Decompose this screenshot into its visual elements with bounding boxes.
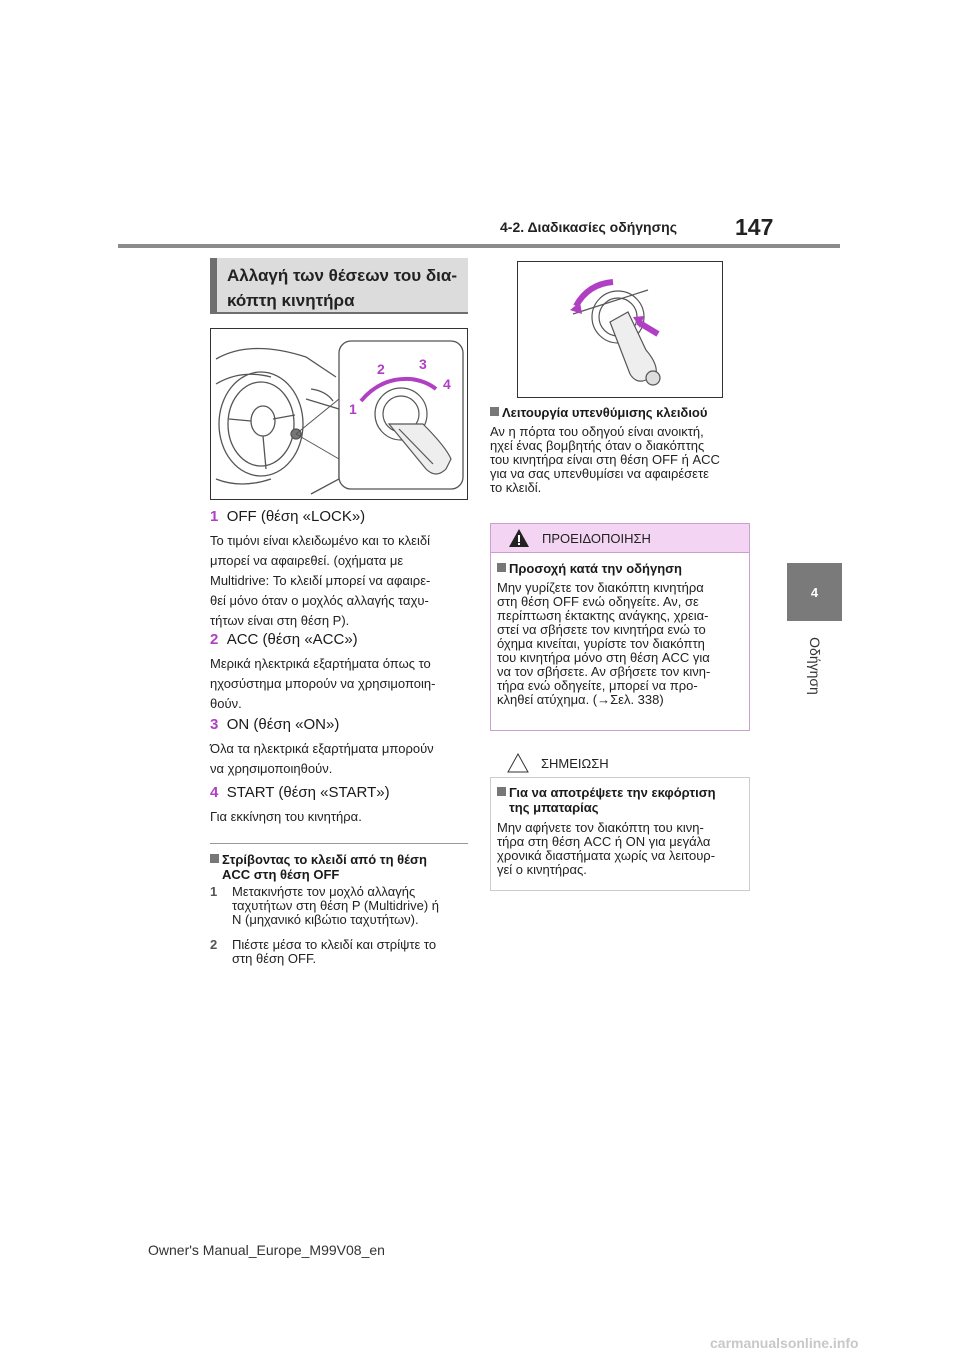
- step-2-number: 2: [210, 937, 218, 952]
- position-2: [210, 631, 472, 714]
- text-line: να χρησιμοποιηθούν.: [210, 761, 333, 776]
- turning-key-heading: Στρίβοντας το κλειδί από τη θέση ACC στη θέση OFF: [210, 852, 472, 882]
- divider: [210, 843, 468, 844]
- text-line: ηχεί ένας βομβητής όταν ο διακόπτης: [490, 438, 705, 453]
- text-line: μπορεί να αφαιρεθεί. (οχήματα με: [210, 553, 404, 568]
- note-subheading: Για να αποτρέψετε την εκφόρτιση της μπαταρίας: [497, 785, 745, 815]
- heading-rule: [210, 312, 468, 314]
- fig-label-2: 2: [377, 361, 385, 377]
- fig-label-1: 1: [349, 401, 357, 417]
- text-line: το κλειδί.: [490, 480, 542, 495]
- square-bullet-icon: [497, 563, 506, 572]
- text-line: όχημα κινείται, γυρίστε τον διακόπτη: [497, 636, 705, 651]
- text-line: θεί μόνο όταν ο μοχλός αλλαγής ταχυ-: [210, 593, 429, 608]
- text-line: τήρα στη θέση ACC ή ON για μεγάλα: [497, 834, 711, 849]
- text-line: Μερικά ηλεκτρικά εξαρτήματα όπως το: [210, 656, 431, 671]
- text-line: Αν η πόρτα του οδηγού είναι ανοικτή,: [490, 424, 704, 439]
- warning-subheading: Προσοχή κατά την οδήγηση: [497, 561, 745, 576]
- text-line: Multidrive: Το κλειδί μπορεί να αφαιρε-: [210, 573, 431, 588]
- square-bullet-icon: [210, 854, 219, 863]
- position-1-number: 1: [210, 508, 219, 525]
- header-rule: [118, 244, 840, 248]
- position-2-number: 2: [210, 631, 219, 648]
- position-4: [210, 784, 472, 827]
- key-reminder-text: [490, 425, 752, 495]
- step-2: [210, 938, 472, 970]
- position-4-title: START (θέση «START»): [226, 784, 390, 801]
- note-text: [497, 821, 745, 877]
- text-line: ταχυτήτων στη θέση P (Multidrive) ή: [232, 898, 440, 913]
- text-line: Το τιμόνι είναι κλειδωμένο και το κλειδί: [210, 533, 430, 548]
- text-line: Μην γυρίζετε τον διακόπτη κινητήρα: [497, 580, 704, 595]
- warning-header: [490, 523, 750, 553]
- position-3: [210, 716, 472, 779]
- text-line: Όλα τα ηλεκτρικά εξαρτήματα μπορούν: [210, 741, 434, 756]
- position-1-title: OFF (θέση «LOCK»): [226, 508, 366, 525]
- text-line: στη θέση OFF ενώ οδηγείτε. Αν, σε: [497, 594, 699, 609]
- chapter-number: 4: [810, 584, 819, 600]
- text-line: στεί να σβήσετε τον κινητήρα ενώ το: [497, 622, 706, 637]
- square-bullet-icon: [490, 407, 499, 416]
- watermark: carmanualsonline.info: [710, 1335, 859, 1351]
- text-line: Μην αφήνετε τον διακόπτη του κινη-: [497, 820, 704, 835]
- step-1: [210, 885, 472, 931]
- text-line: κληθεί ατύχημα. (→Σελ. 338): [497, 692, 664, 707]
- text-line: τήτων είναι στη θέση P).: [210, 613, 350, 628]
- note-title: ΣΗΜΕΙΩΣΗ: [541, 756, 609, 771]
- page-number: 147: [735, 214, 774, 240]
- text-line: στη θέση OFF.: [232, 951, 317, 966]
- caution-triangle-icon: [507, 753, 529, 773]
- text-line: περίπτωση έκτακτης ανάγκης, χρεια-: [497, 608, 709, 623]
- warning-title: ΠΡΟΕΙΔΟΠΟΙΗΣΗ: [542, 531, 651, 546]
- position-3-title: ON (θέση «ON»): [226, 716, 340, 733]
- text-line: του κινητήρα μόνο στη θέση ACC για: [497, 650, 710, 665]
- text-line: για να σας υπενθυμίσει να αφαιρέσετε: [490, 466, 709, 481]
- text-line: γεί ο κινητήρας.: [497, 862, 587, 877]
- warning-text: [497, 581, 745, 707]
- position-2-title: ACC (θέση «ACC»): [226, 631, 358, 648]
- text-line: του κινητήρα είναι στη θέση OFF ή ACC: [490, 452, 720, 467]
- ignition-positions-figure: [210, 328, 468, 500]
- position-4-number: 4: [210, 784, 219, 801]
- text-line: ηχοσύστημα μπορούν να χρησιμοποιη-: [210, 676, 436, 691]
- key-turning-figure: [517, 261, 723, 398]
- text-line: Μετακινήστε τον μοχλό αλλαγής: [232, 884, 416, 899]
- position-3-number: 3: [210, 716, 219, 733]
- note-header: [490, 748, 750, 778]
- text-line: Πιέστε μέσα το κλειδί και στρίψτε το: [232, 937, 437, 952]
- text-line: τήρα ενώ οδηγείτε, μπορεί να προ-: [497, 678, 698, 693]
- key-illustration: [518, 262, 722, 397]
- section-title: 4-2. Διαδικασίες οδήγησης: [500, 219, 678, 235]
- fig-label-3: 3: [419, 356, 427, 372]
- section-heading-text: Αλλαγή των θέσεων του δια-κόπτη κινητήρα: [227, 266, 457, 310]
- section-heading: [210, 258, 468, 312]
- warning-triangle-icon: [508, 528, 530, 548]
- chapter-tab[interactable]: [787, 563, 842, 621]
- position-1: [210, 508, 472, 631]
- footer-text: Owner's Manual_Europe_M99V08_en: [148, 1242, 385, 1258]
- chapter-label: Οδήγηση: [807, 637, 823, 695]
- step-1-number: 1: [210, 884, 218, 899]
- text-line: χρονικά διαστήματα χωρίς να λειτουρ-: [497, 848, 716, 863]
- square-bullet-icon: [497, 787, 506, 796]
- text-line: θούν.: [210, 696, 242, 711]
- text-line: Για εκκίνηση του κινητήρα.: [210, 809, 362, 824]
- text-line: N (μηχανικό κιβώτιο ταχυτήτων).: [232, 912, 419, 927]
- key-reminder-heading: Λειτουργία υπενθύμισης κλειδιού: [490, 405, 752, 420]
- ignition-illustration: [211, 329, 467, 499]
- fig-label-4: 4: [443, 376, 451, 392]
- text-line: να τον σβήσετε. Αν σβήσετε τον κινη-: [497, 664, 711, 679]
